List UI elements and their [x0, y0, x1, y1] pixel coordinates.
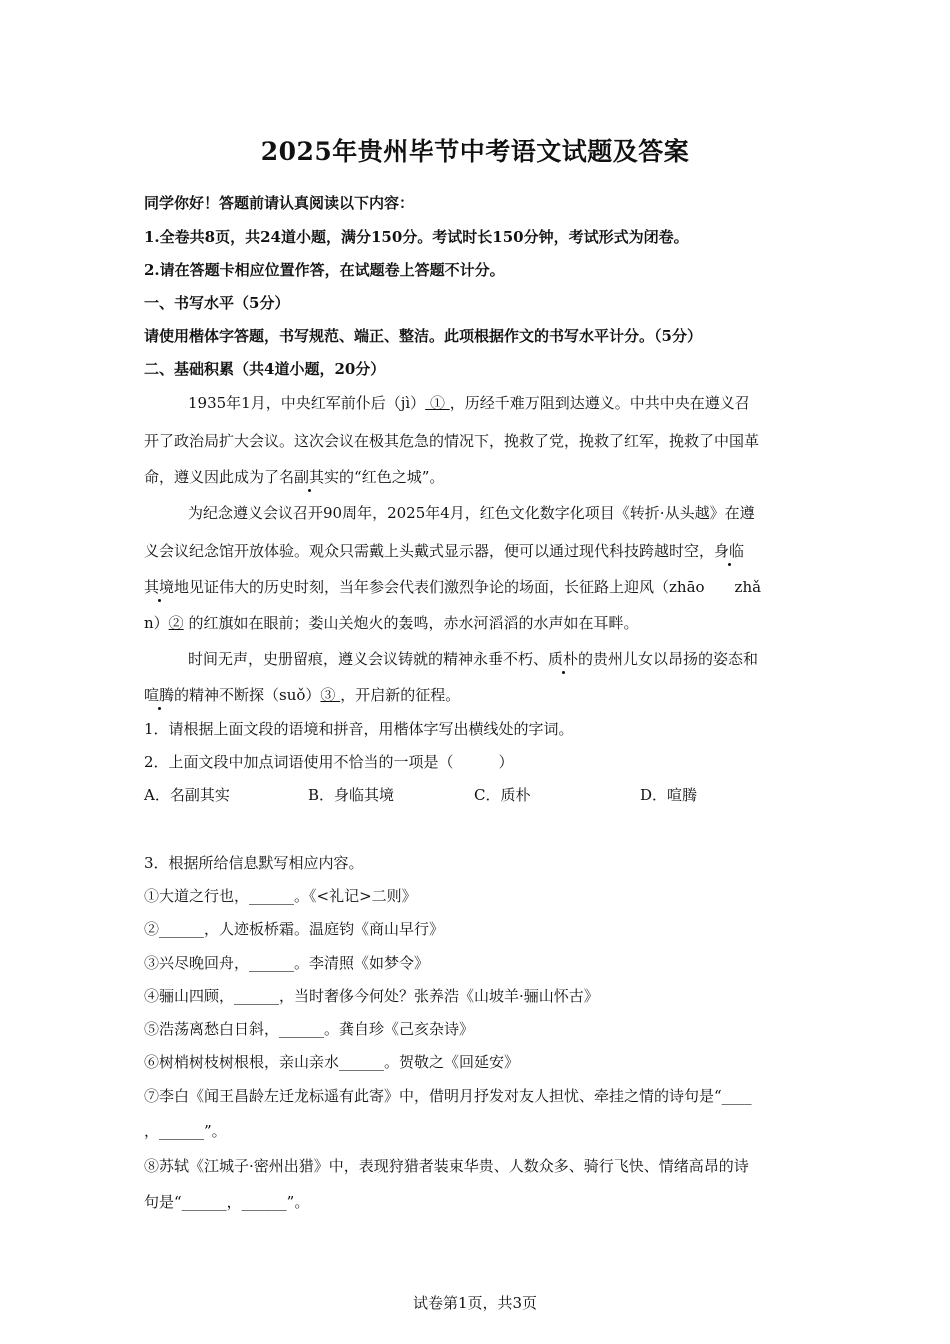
passage-line: 喧腾的精神不断探（suǒ）③ ，开启新的征程。 [144, 686, 461, 704]
blank-3: ③ [320, 686, 341, 704]
passage-line: 义会议纪念馆开放体验。观众只需戴上头戴式显示器，便可以通过现代科技跨越时空，身临 [144, 542, 745, 560]
q3-item: ④骊山四顾，______，当时奢侈今何处？张养浩《山坡羊·骊山怀古》 [144, 987, 599, 1005]
q3-item: ⑧苏轼《江城子·密州出猎》中，表现狩猎者装束华贵、人数众多、骑行飞快、情绪高昂的诗 [144, 1157, 749, 1175]
dotted-word-3: 质朴 [548, 650, 579, 668]
dotted-word-4: 喧腾 [144, 686, 175, 704]
option-a: A．名副其实 [144, 786, 230, 804]
page-footer: 试卷第1页，共3页 [412, 1294, 538, 1312]
passage-line: 开了政治局扩大会议。这次会议在极其危急的情况下，挽救了党，挽救了红军，挽救了中国革 [144, 432, 760, 450]
option-b: B．身临其境 [308, 786, 395, 804]
q3-item: 句是“______，______”。 [144, 1193, 310, 1211]
blank-2: ② [168, 614, 184, 632]
q3-item: ⑥树梢树枝树根根，亲山亲水______。贺敬之《回延安》 [144, 1053, 520, 1071]
question-2: 2．上面文段中加点词语使用不恰当的一项是（ ） [144, 753, 514, 771]
question-1: 1．请根据上面文段的语境和拼音，用楷体字写出横线处的字词。 [144, 720, 574, 738]
q3-item: ①大道之行也，______。《<礼记>二则》 [144, 887, 417, 905]
passage-line: 命，遵义因此成为了名副其实的“红色之城”。 [144, 468, 445, 486]
passage-line: 1935年1月，中央红军前仆后（jì） ① ，历经千难万阻到达遵义。中共中央在遵义召 [188, 394, 750, 412]
q3-item: ②______，人迹板桥霜。温庭钧《商山早行》 [144, 920, 445, 938]
section-1-text: 请使用楷体字答题，书写规范、端正、整洁。此项根据作文的书写水平计分。（5分） [144, 327, 702, 345]
section-2-heading: 二、基础积累（共4道小题，20分） [144, 360, 386, 378]
dotted-word-2a: 身临 [714, 542, 745, 560]
blank-1: ① [425, 394, 450, 412]
q3-item: ⑦李白《闻王昌龄左迁龙标遥有此寄》中，借明月抒发对友人担忧、牵挂之情的诗句是“____ [144, 1087, 752, 1105]
intro-rule-2: 2.请在答题卡相应位置作答，在试题卷上答题不计分。 [144, 261, 505, 279]
intro-greeting: 同学你好！答题前请认真阅读以下内容： [144, 194, 415, 212]
section-1-heading: 一、书写水平（5分） [144, 294, 290, 312]
passage-line: 时间无声，史册留痕，遵义会议铸就的精神永垂不朽、质朴的贵州儿女以昂扬的姿态和 [188, 650, 759, 668]
dotted-word-1: 名副其实 [279, 468, 340, 486]
page-title: 2025年贵州毕节中考语文试题及答案 [260, 137, 690, 166]
intro-rule-1: 1.全卷共8页，共24道小题，满分150分。考试时长150分钟，考试形式为闭卷。 [144, 228, 689, 246]
option-c: C．质朴 [474, 786, 531, 804]
dotted-word-2b: 其境 [144, 578, 175, 596]
question-3: 3．根据所给信息默写相应内容。 [144, 854, 364, 872]
passage-line: 其境地见证伟大的历史时刻，当年参会代表们激烈争论的场面，长征路上迎风（zhāo zhǎ [144, 578, 762, 596]
q3-item: ③兴尽晚回舟，______。李清照《如梦令》 [144, 954, 430, 972]
q3-item: ，______”。 [144, 1122, 227, 1140]
q3-item: ⑤浩荡离愁白日斜，______。龚自珍《己亥杂诗》 [144, 1020, 475, 1038]
passage-line: 为纪念遵义会议召开90周年，2025年4月，红色文化数字化项目《转折·从头越》在遵 [188, 504, 755, 522]
passage-line: n）② 的红旗如在眼前；娄山关炮火的轰鸣，赤水河滔滔的水声如在耳畔。 [144, 614, 639, 632]
option-d: D．喧腾 [640, 786, 698, 804]
